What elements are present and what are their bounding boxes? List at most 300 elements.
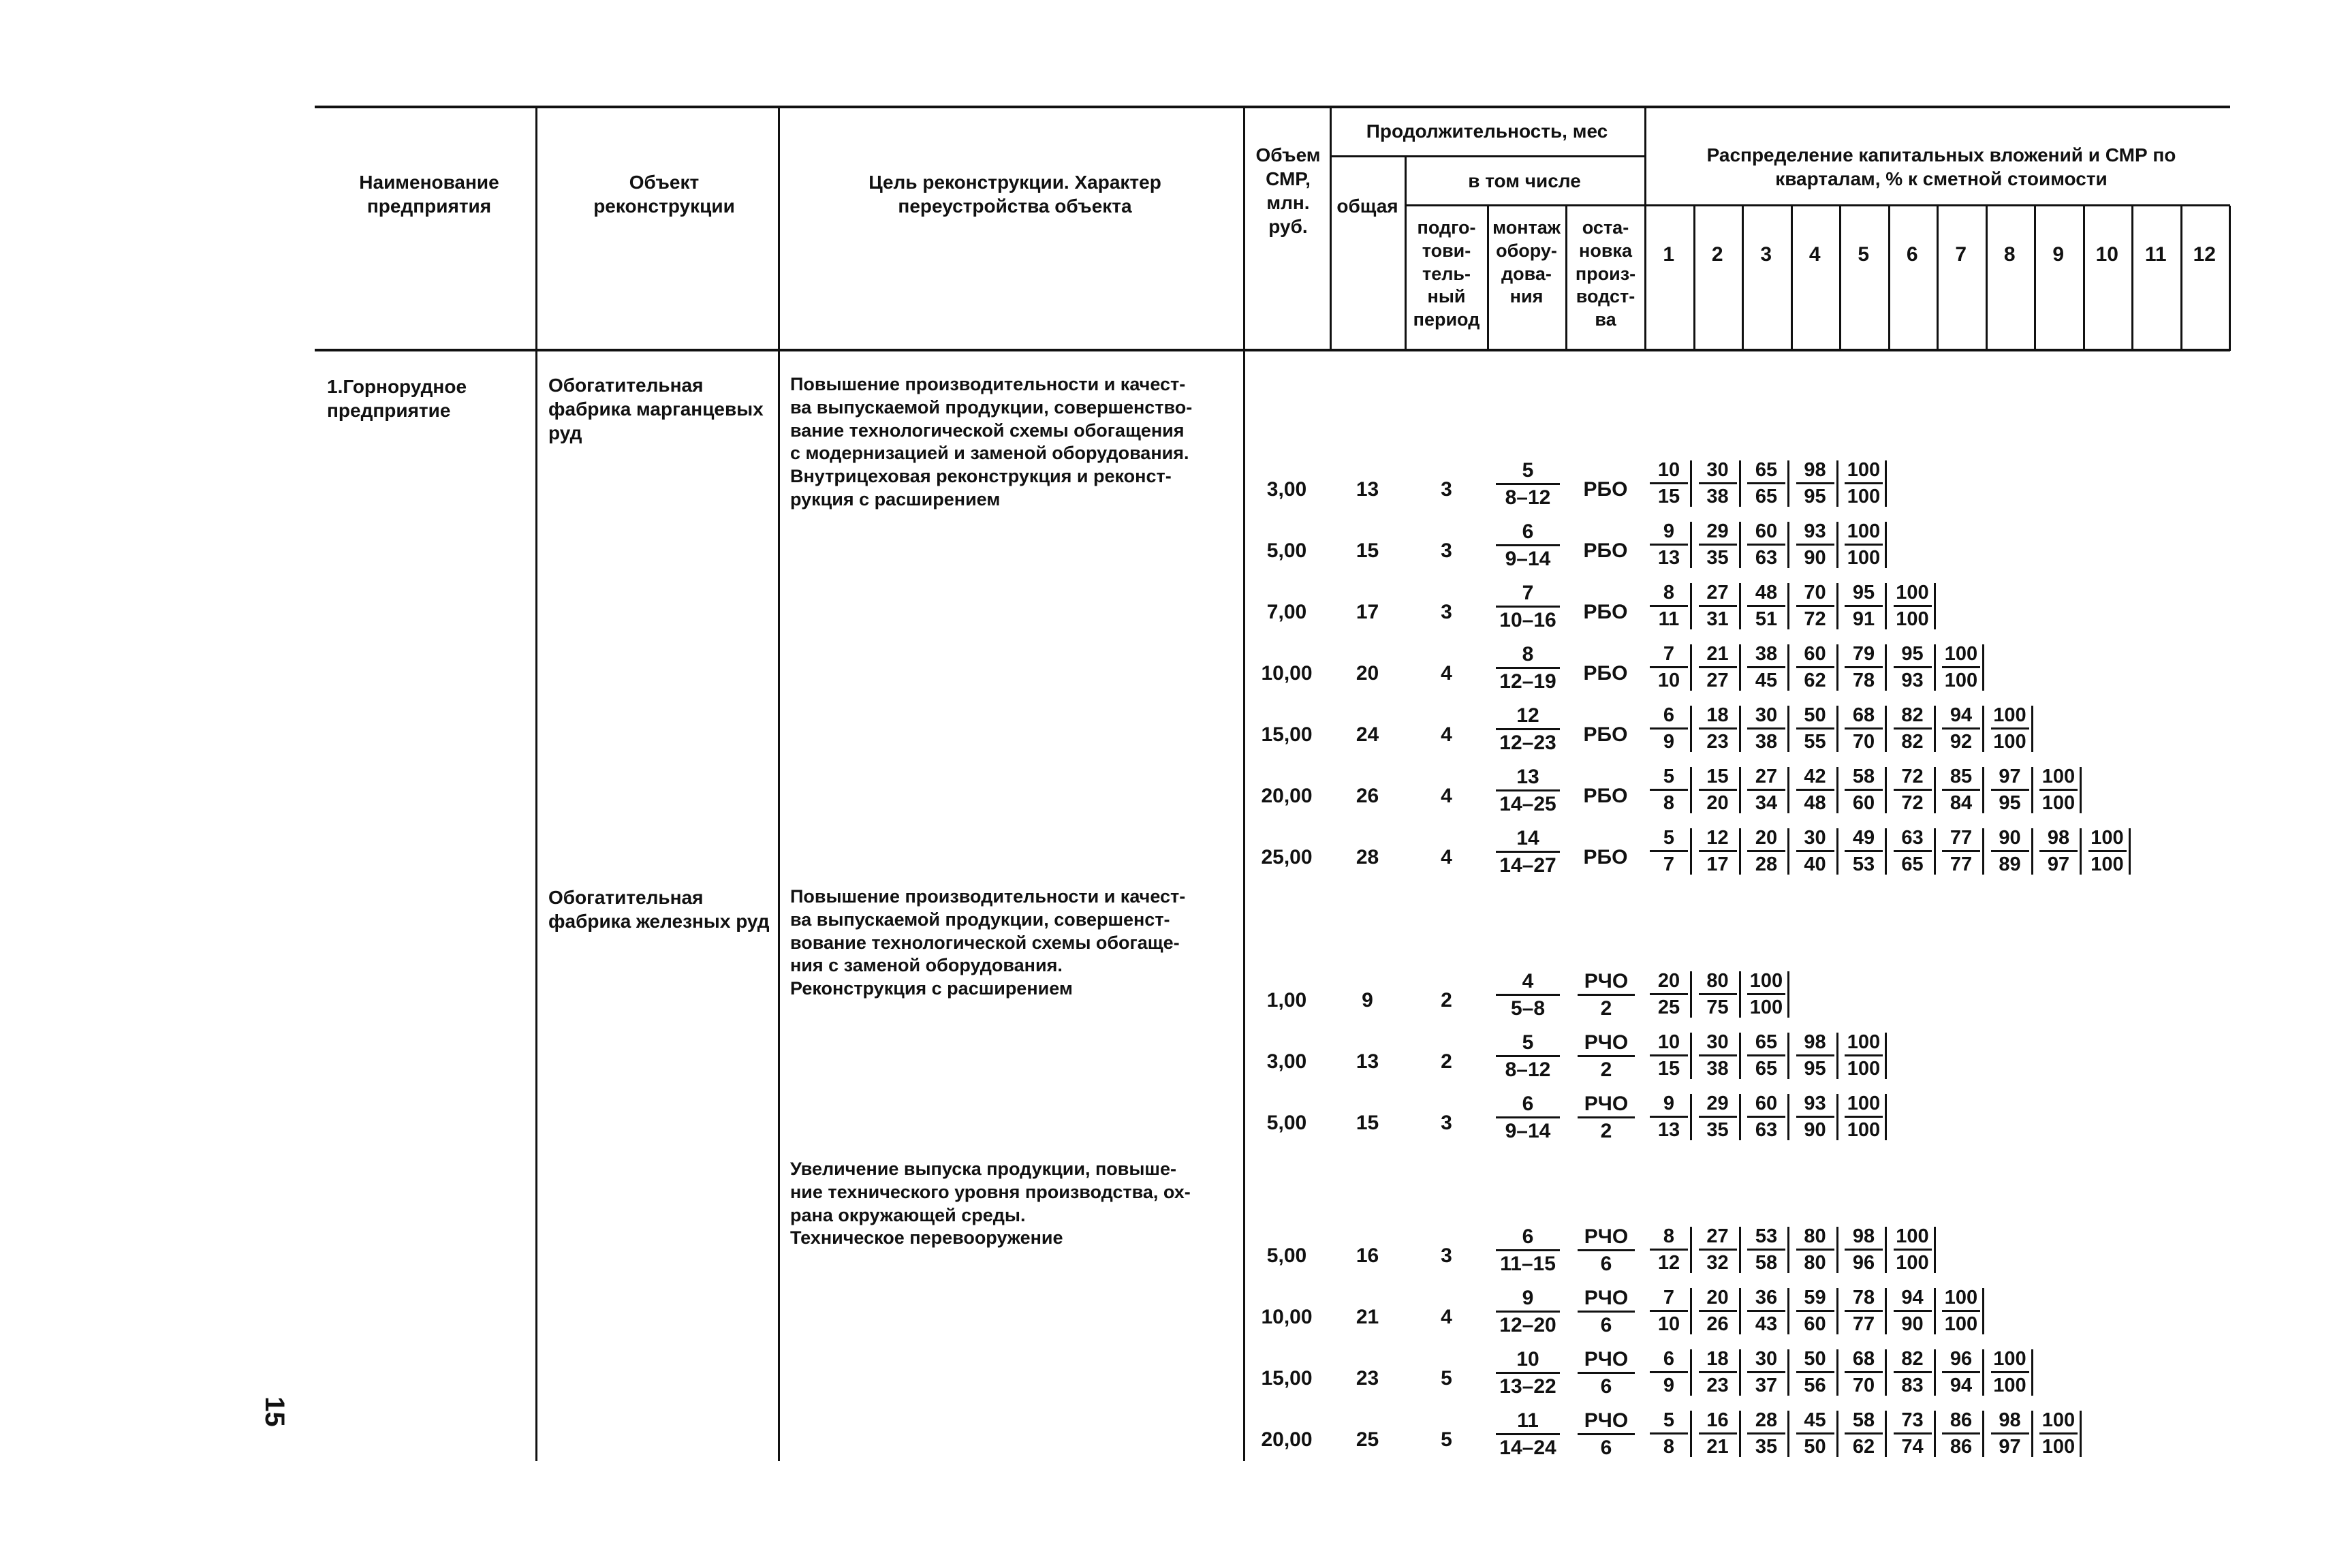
cell-divider — [1836, 1288, 1838, 1334]
smr-percent: 77 — [1950, 853, 1973, 875]
capital-percent: 70 — [1804, 582, 1826, 603]
fraction-bar — [1796, 1249, 1834, 1251]
cell-divider — [1836, 644, 1838, 691]
capital-percent: 50 — [1804, 704, 1826, 726]
fraction-bar — [1747, 666, 1785, 668]
smr-percent: 100 — [2041, 1436, 2076, 1458]
fraction-bar — [1796, 605, 1834, 607]
quarter-fraction — [1991, 828, 2029, 875]
fraction-bar — [1650, 1310, 1688, 1312]
capital-percent: 5 — [1663, 827, 1675, 849]
fraction-bar — [1496, 544, 1560, 546]
fraction-bar — [1747, 789, 1785, 791]
fraction-bar — [1942, 850, 1980, 852]
volume-value: 3,00 — [1266, 1050, 1307, 1073]
fraction-bar — [1578, 1116, 1635, 1118]
cell-divider — [1690, 583, 1692, 629]
quarter-divider — [2083, 206, 2085, 351]
quarter-fraction — [1796, 583, 1834, 629]
total-duration: 20 — [1356, 662, 1379, 685]
fraction-bar — [1942, 727, 1980, 730]
quarter-header: 5 — [1858, 243, 1870, 266]
fraction-bar — [1894, 1249, 1932, 1251]
fraction-bar — [1845, 1116, 1883, 1118]
quarter-fraction — [1894, 1288, 1932, 1334]
cell-divider — [1836, 583, 1838, 629]
quarter-fraction — [1845, 1288, 1883, 1334]
smr-percent: 38 — [1706, 486, 1729, 507]
capital-percent: 100 — [1847, 1031, 1881, 1053]
fraction-bar — [1699, 1371, 1737, 1373]
stop-label: РЧО — [1584, 1225, 1629, 1248]
quarter-divider — [1839, 206, 1841, 351]
fraction-bar — [1650, 789, 1688, 791]
fraction-bar — [1942, 789, 1980, 791]
smr-percent: 62 — [1852, 1436, 1875, 1458]
volume-value: 1,00 — [1266, 989, 1307, 1012]
fraction-bar — [1650, 482, 1688, 484]
capital-percent: 86 — [1950, 1409, 1973, 1431]
quarter-fraction — [1845, 583, 1883, 629]
install-range: 14–25 — [1499, 793, 1556, 815]
quarter-fraction — [1796, 706, 1834, 752]
cell-divider — [1690, 460, 1692, 507]
smr-percent: 75 — [1706, 997, 1729, 1018]
fraction-bar — [1650, 850, 1688, 852]
fraction-bar — [1894, 1432, 1932, 1434]
smr-percent: 34 — [1755, 792, 1778, 814]
quarter-divider — [1986, 206, 1988, 351]
smr-percent: 91 — [1852, 608, 1875, 630]
quarter-fraction — [1942, 1288, 1980, 1334]
smr-percent: 25 — [1657, 997, 1680, 1018]
capital-percent: 98 — [1804, 459, 1826, 481]
quarter-header: 11 — [2144, 243, 2167, 266]
capital-percent: 38 — [1755, 643, 1778, 665]
stop-months: 6 — [1600, 1437, 1612, 1459]
cell-divider — [1836, 460, 1838, 507]
volume-value: 25,00 — [1261, 846, 1313, 868]
capital-percent: 100 — [1749, 970, 1783, 992]
cell-divider — [1690, 644, 1692, 691]
cell-divider — [1690, 1227, 1692, 1273]
fraction-bar — [1796, 1371, 1834, 1373]
smr-percent: 100 — [1993, 1375, 2026, 1396]
quarter-divider — [2180, 206, 2182, 351]
volume-value: 5,00 — [1266, 1244, 1307, 1267]
cell-divider — [1739, 583, 1741, 629]
quarter-fraction — [1894, 706, 1932, 752]
smr-percent: 17 — [1706, 853, 1729, 875]
fraction-bar — [1578, 1055, 1635, 1057]
quarter-fraction — [1991, 706, 2029, 752]
cell-divider — [1690, 1288, 1692, 1334]
smr-percent: 8 — [1663, 1436, 1675, 1458]
quarter-fraction — [2039, 767, 2078, 813]
quarter-fraction — [1796, 1288, 1834, 1334]
cell-divider — [1982, 828, 1984, 875]
quarter-fraction — [1699, 1349, 1737, 1396]
total-duration: 28 — [1356, 846, 1379, 868]
quarter-fraction — [1747, 460, 1785, 507]
prep-period: 3 — [1441, 601, 1452, 623]
fraction-bar — [1796, 1432, 1834, 1434]
quarter-fraction — [1845, 1411, 1883, 1457]
quarter-fraction — [1796, 767, 1834, 813]
quarter-header: 1 — [1663, 243, 1675, 266]
smr-percent: 50 — [1804, 1436, 1826, 1458]
smr-percent: 26 — [1706, 1313, 1729, 1335]
cell-divider — [2080, 1411, 2082, 1457]
smr-percent: 65 — [1755, 486, 1778, 507]
quarter-fraction — [1796, 1411, 1834, 1457]
fraction-bar — [1796, 727, 1834, 730]
capital-percent: 97 — [1999, 766, 2021, 787]
cell-divider — [1934, 828, 1936, 875]
fraction-bar — [2039, 789, 2078, 791]
capital-percent: 80 — [1706, 970, 1729, 992]
capital-percent: 100 — [1944, 643, 1978, 665]
capital-percent: 58 — [1852, 1409, 1875, 1431]
capital-percent: 18 — [1706, 704, 1729, 726]
including-sub-rule — [1405, 204, 1644, 206]
quarter-fraction — [1650, 1349, 1688, 1396]
fraction-bar — [1650, 1249, 1688, 1251]
capital-percent: 30 — [1706, 1031, 1729, 1053]
fraction-bar — [1991, 1371, 2029, 1373]
quarter-header: 4 — [1809, 243, 1821, 266]
goal-line: ния с заменой оборудования. — [790, 955, 1063, 976]
install-months: 5 — [1522, 1031, 1534, 1054]
quarter-fraction — [1894, 1227, 1932, 1273]
quarter-fraction — [1747, 1227, 1785, 1273]
install-fraction — [1496, 1227, 1560, 1274]
cell-divider — [1836, 1411, 1838, 1457]
goal-line: Внутрицеховая реконструкция и реконст- — [790, 466, 1172, 486]
fraction-bar — [1845, 1432, 1883, 1434]
install-range: 8–12 — [1505, 1059, 1551, 1081]
smr-percent: 95 — [1999, 792, 2021, 814]
quarter-fraction — [1845, 1349, 1883, 1396]
stop-months: 6 — [1600, 1314, 1612, 1336]
quarter-fraction — [1894, 583, 1932, 629]
quarter-divider — [1693, 206, 1695, 351]
capital-percent: 20 — [1657, 970, 1680, 992]
capital-percent: 42 — [1804, 766, 1826, 787]
fraction-bar — [1650, 605, 1688, 607]
fraction-bar — [1496, 483, 1560, 485]
prep-period: 2 — [1441, 1050, 1452, 1073]
cell-divider — [1690, 971, 1692, 1018]
volume-value: 7,00 — [1266, 601, 1307, 623]
smr-percent: 92 — [1950, 731, 1973, 753]
quarter-fraction — [2088, 828, 2127, 875]
quarter-fraction — [1699, 1288, 1737, 1334]
smr-percent: 7 — [1663, 853, 1675, 875]
fraction-bar — [1650, 993, 1688, 995]
fraction-bar — [1578, 1372, 1635, 1374]
smr-percent: 100 — [1993, 731, 2026, 753]
capital-percent: 10 — [1657, 1031, 1680, 1053]
prep-period: 5 — [1441, 1428, 1452, 1451]
smr-percent: 70 — [1852, 731, 1875, 753]
object-name: Обогатительная фабрика марганцевых руд — [548, 375, 764, 443]
volume-value: 15,00 — [1261, 723, 1313, 746]
smr-percent: 100 — [1896, 1252, 1929, 1274]
install-range: 10–16 — [1499, 609, 1556, 631]
quarter-fraction — [1650, 1227, 1688, 1273]
quarter-header: 7 — [1955, 243, 1967, 266]
smr-percent: 77 — [1852, 1313, 1875, 1335]
quarter-header: 9 — [2052, 243, 2065, 266]
fraction-bar — [1747, 1116, 1785, 1118]
fraction-bar — [1991, 789, 2029, 791]
stop-fraction — [1578, 1349, 1635, 1397]
cell-divider — [1739, 828, 1741, 875]
fraction-bar — [1699, 993, 1737, 995]
goal-line: рана окружающей среды. — [790, 1204, 1026, 1225]
fraction-bar — [1496, 789, 1560, 791]
smr-percent: 31 — [1706, 608, 1729, 630]
col-divider-1 — [535, 106, 537, 1461]
quarter-fraction — [1699, 971, 1737, 1018]
capital-percent: 79 — [1852, 643, 1875, 665]
fraction-bar — [1845, 1310, 1883, 1312]
install-fraction — [1496, 1094, 1560, 1142]
fraction-bar — [1796, 1116, 1834, 1118]
cell-divider — [1885, 1227, 1887, 1273]
capital-percent: 48 — [1755, 582, 1778, 603]
quarter-fraction — [1747, 522, 1785, 568]
prep-period: 3 — [1441, 1244, 1452, 1267]
quarter-divider — [1742, 206, 1744, 351]
quarter-fraction — [1796, 828, 1834, 875]
smr-percent: 38 — [1755, 731, 1778, 753]
smr-percent: 56 — [1804, 1375, 1826, 1396]
cell-divider — [1739, 460, 1741, 507]
header-bottom-rule — [315, 349, 2230, 351]
cell-divider — [1836, 706, 1838, 752]
capital-percent: 12 — [1706, 827, 1729, 849]
table-top-rule — [315, 106, 2230, 108]
smr-percent: 74 — [1901, 1436, 1924, 1458]
install-months: 10 — [1516, 1348, 1539, 1370]
quarter-fraction — [1796, 1033, 1834, 1079]
smr-percent: 95 — [1804, 1058, 1826, 1080]
quarter-divider — [1791, 206, 1793, 351]
goal-text — [790, 1158, 1240, 1250]
total-duration: 9 — [1362, 989, 1373, 1012]
cell-divider — [1739, 1033, 1741, 1079]
header-goal: Цель реконструкции. Характер переустройства объекта — [868, 172, 1161, 217]
smr-percent: 9 — [1663, 1375, 1675, 1396]
quarter-fraction — [1699, 706, 1737, 752]
smr-percent: 11 — [1658, 608, 1680, 630]
enterprise-name: 1.Горнорудное предприятие — [327, 376, 467, 421]
fraction-bar — [1991, 850, 2029, 852]
capital-percent: 36 — [1755, 1287, 1778, 1308]
cell-divider — [1787, 644, 1789, 691]
install-range: 11–15 — [1500, 1253, 1556, 1275]
fraction-bar — [1496, 606, 1560, 608]
fraction-bar — [1845, 727, 1883, 730]
cell-divider — [2129, 828, 2131, 875]
install-months: 6 — [1522, 1225, 1534, 1248]
goal-line: с модернизацией и заменой оборудования. — [790, 443, 1189, 464]
smr-percent: 20 — [1706, 792, 1729, 814]
goal-line: ние технического уровня производства, ох- — [790, 1181, 1191, 1202]
smr-percent: 90 — [1804, 1119, 1826, 1141]
capital-percent: 18 — [1706, 1348, 1729, 1370]
capital-percent: 90 — [1999, 827, 2021, 849]
header-enterprise: Наименование предприятия — [359, 172, 499, 217]
volume-value: 5,00 — [1266, 1112, 1307, 1134]
quarter-fraction — [1699, 644, 1737, 691]
fraction-bar — [1796, 482, 1834, 484]
cell-divider — [1836, 1094, 1838, 1140]
quarter-divider — [1888, 206, 1890, 351]
quarter-fraction — [1699, 1227, 1737, 1273]
capital-percent: 73 — [1901, 1409, 1924, 1431]
stop-fraction — [1578, 1094, 1635, 1142]
quarter-fraction — [1845, 644, 1883, 691]
capital-percent: 28 — [1755, 1409, 1778, 1431]
capital-percent: 6 — [1663, 704, 1675, 726]
install-fraction — [1496, 522, 1560, 569]
volume-value: 10,00 — [1261, 662, 1313, 685]
install-months: 13 — [1516, 766, 1539, 788]
capital-percent: 9 — [1663, 520, 1675, 542]
cell-divider — [1885, 522, 1887, 568]
cell-divider — [1836, 828, 1838, 875]
capital-percent: 95 — [1901, 643, 1924, 665]
quarter-fraction — [1650, 1033, 1688, 1079]
capital-percent: 27 — [1755, 766, 1778, 787]
cell-divider — [2080, 767, 2082, 813]
capital-percent: 98 — [1999, 1409, 2021, 1431]
cell-divider — [1739, 1288, 1741, 1334]
quarter-header: 3 — [1760, 243, 1772, 266]
prep-period: 3 — [1441, 478, 1452, 501]
quarter-fraction — [1796, 460, 1834, 507]
quarter-fraction — [1747, 1349, 1785, 1396]
smr-percent: 13 — [1657, 547, 1680, 569]
smr-percent: 38 — [1706, 1058, 1729, 1080]
fraction-bar — [2039, 850, 2078, 852]
fraction-bar — [1894, 1310, 1932, 1312]
smr-percent: 72 — [1804, 608, 1826, 630]
quarter-fraction — [1650, 1411, 1688, 1457]
quarter-fraction — [1699, 1094, 1737, 1140]
fraction-bar — [1496, 1116, 1560, 1118]
capital-percent: 7 — [1663, 1287, 1675, 1308]
cell-divider — [1982, 1349, 1984, 1396]
quarter-fraction — [1650, 583, 1688, 629]
quarter-fraction — [1942, 828, 1980, 875]
fraction-bar — [1747, 727, 1785, 730]
fraction-bar — [1845, 605, 1883, 607]
smr-percent: 100 — [2091, 853, 2124, 875]
quarter-fraction — [1845, 460, 1883, 507]
cell-divider — [2031, 706, 2033, 752]
fraction-bar — [1747, 1310, 1785, 1312]
cell-divider — [1787, 706, 1789, 752]
quarter-fraction — [1747, 1033, 1785, 1079]
smr-percent: 65 — [1901, 853, 1924, 875]
fraction-bar — [1894, 1371, 1932, 1373]
capital-percent: 20 — [1755, 827, 1778, 849]
smr-percent: 28 — [1755, 853, 1778, 875]
capital-percent: 98 — [2047, 827, 2070, 849]
cell-divider — [1885, 828, 1887, 875]
goal-line: рукция с расширением — [790, 488, 1001, 509]
goal-line: вание технологической схемы обогащения — [790, 420, 1185, 441]
stop-months: 6 — [1600, 1253, 1612, 1275]
capital-percent: 85 — [1950, 766, 1973, 787]
fraction-bar — [1845, 850, 1883, 852]
quarter-fraction — [1845, 1033, 1883, 1079]
header-install: монтаж обору-дова-ния — [1492, 217, 1561, 307]
cell-divider — [1934, 583, 1936, 629]
install-fraction — [1496, 460, 1560, 508]
fraction-bar — [1496, 1433, 1560, 1435]
smr-percent: 100 — [1896, 608, 1929, 630]
smr-percent: 90 — [1804, 547, 1826, 569]
header-duration: Продолжительность, мес — [1366, 121, 1608, 142]
capital-percent: 60 — [1755, 1093, 1778, 1114]
capital-percent: 96 — [1950, 1348, 1973, 1370]
cell-divider — [1885, 706, 1887, 752]
quarter-fraction — [1991, 1411, 2029, 1457]
quarter-fraction — [1650, 828, 1688, 875]
cell-divider — [2031, 1411, 2033, 1457]
stop-label: РБО — [1583, 723, 1628, 746]
fraction-bar — [2088, 850, 2127, 852]
page-number: 15 — [259, 1396, 289, 1427]
capital-percent: 65 — [1755, 1031, 1778, 1053]
quarter-fraction — [1699, 522, 1737, 568]
smr-percent: 82 — [1901, 731, 1924, 753]
goal-line: Повышение производительности и качест- — [790, 374, 1186, 394]
stop-months: 2 — [1600, 997, 1612, 1020]
quarter-header: 8 — [2003, 243, 2016, 266]
quarter-header: 2 — [1711, 243, 1723, 266]
object-name: Обогатительная фабрика железных руд — [548, 887, 770, 932]
cell-divider — [1934, 644, 1936, 691]
smr-percent: 63 — [1755, 547, 1778, 569]
quarter-fraction — [1894, 828, 1932, 875]
fraction-bar — [1650, 1116, 1688, 1118]
fraction-bar — [1699, 789, 1737, 791]
capital-percent: 82 — [1901, 704, 1924, 726]
smr-percent: 62 — [1804, 670, 1826, 691]
cell-divider — [1885, 1411, 1887, 1457]
smr-percent: 40 — [1804, 853, 1826, 875]
cell-divider — [1787, 583, 1789, 629]
cell-divider — [1739, 706, 1741, 752]
header-stop: оста-новка произ-водст-ва — [1575, 217, 1636, 330]
fraction-bar — [1699, 482, 1737, 484]
capital-percent: 100 — [1896, 1225, 1929, 1247]
fraction-bar — [1796, 1310, 1834, 1312]
capital-percent: 82 — [1901, 1348, 1924, 1370]
smr-percent: 89 — [1999, 853, 2021, 875]
stop-fraction — [1578, 1411, 1635, 1458]
stop-label: РБО — [1583, 601, 1628, 623]
capital-percent: 30 — [1755, 704, 1778, 726]
smr-percent: 94 — [1950, 1375, 1973, 1396]
smr-percent: 100 — [1847, 1119, 1881, 1141]
